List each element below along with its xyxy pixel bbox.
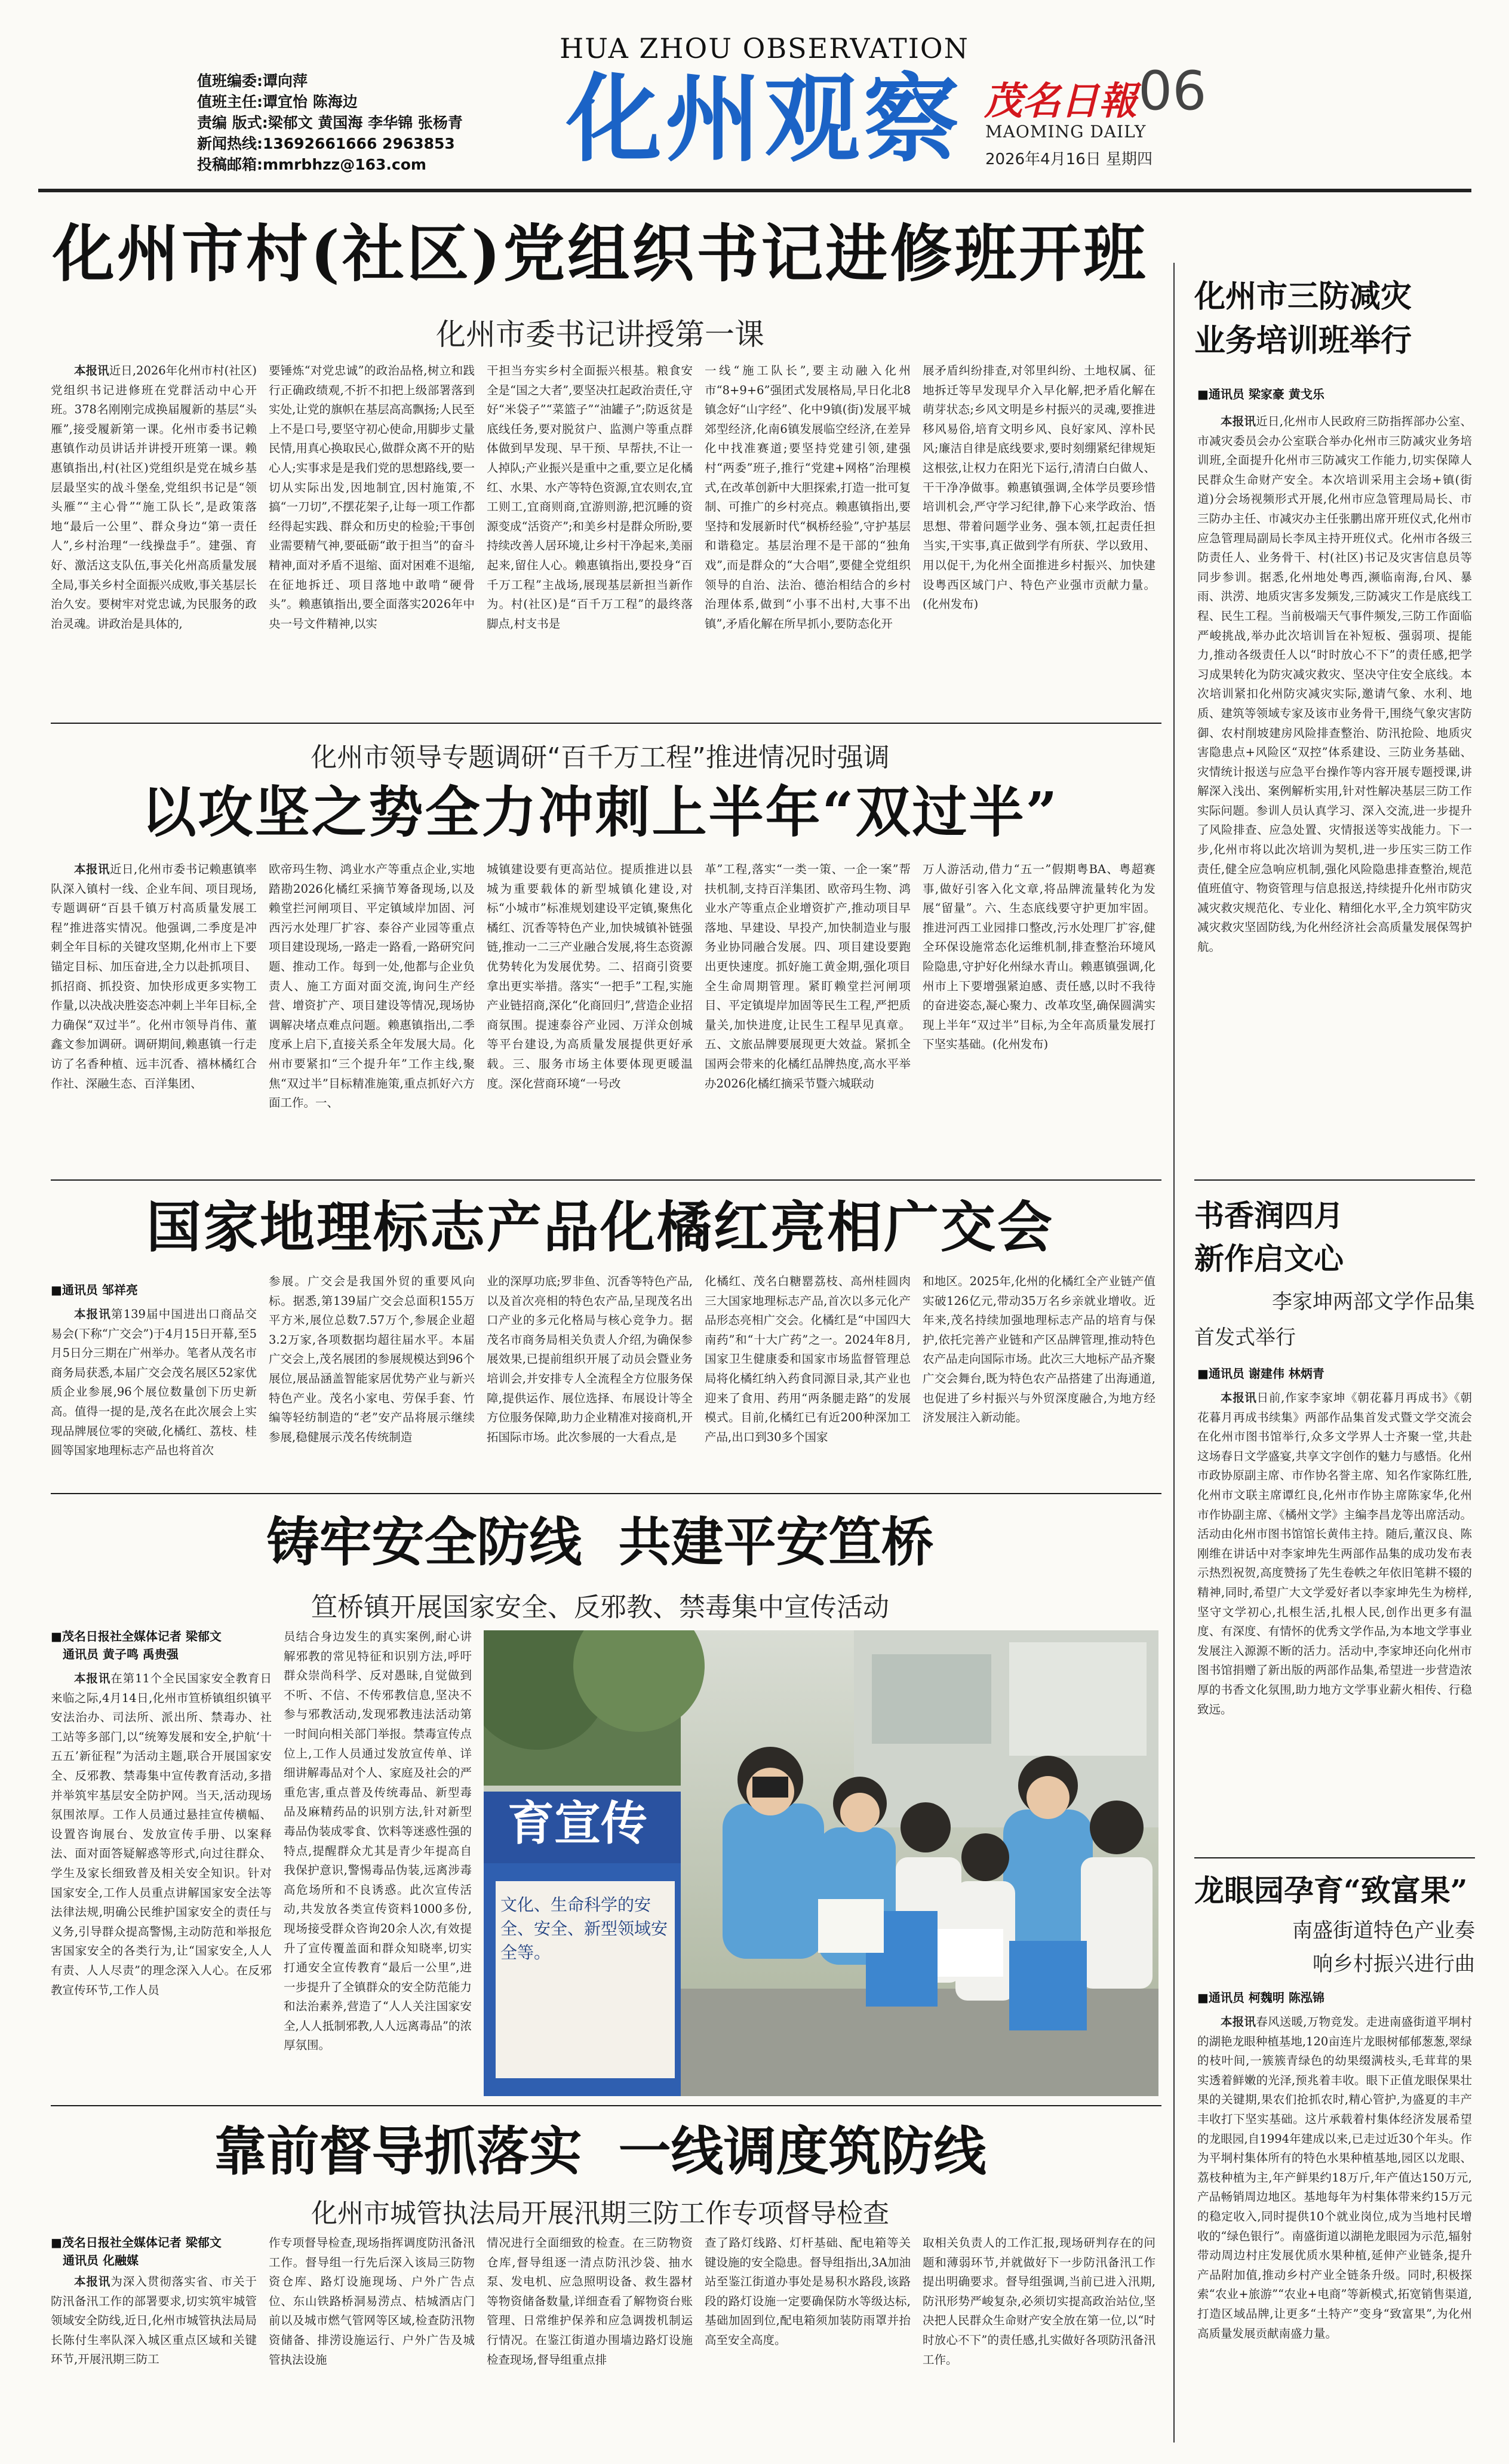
article3-text: 第139届中国进出口商品交易会(下称“广交会”)于4月15日开幕,至5月5日分三期在广州举办。笔者从茂名市商务局获悉,本届广交会茂名展区52家优质企业参展,96个展位数量创下历史新高。值得一提的是,茂名在此次展会上实现品牌展位零的突破,化橘红、荔枝、桂圆等国家地理标志产品也将首次 — [51, 1307, 257, 1458]
article3-title: 国家地理标志产品化橘红亮相广交会 — [146, 1195, 1054, 1259]
article5-col4 — [705, 2233, 911, 2445]
staff-list — [197, 70, 579, 175]
article5-col3 — [487, 2233, 693, 2445]
article2-col4 — [705, 860, 911, 1170]
photo-banner-text: 育宣传 — [508, 1797, 648, 1851]
article5-byline — [51, 2233, 257, 2269]
article2-kicker: 化州市领导专题调研“百千万工程”推进情况时强调 — [311, 742, 890, 773]
staff-line: 值班主任:谭宜怡 陈海边 — [197, 93, 358, 110]
article3-text: 业的深厚功底;罗非鱼、沉香等特色产品,以及首次亮相的特色农产品,呈现茂名出口产业的多元化格局与核心竞争力。据茂名市商务局相关负责人介绍,为确保参展效果,已提前组织开展了动员会暨业务培训会,并安排专人全流程全方位服务保障,提供运作、展位选择、布展设计等全方位服务保障,助力企业精准对接商机,开拓国际市场。此次参展的一大看点,是 — [487, 1274, 693, 1444]
article5-col2 — [269, 2233, 475, 2445]
article3-col5 — [923, 1272, 1155, 1484]
article2-col2 — [269, 860, 475, 1170]
side2-lead: 本报讯 — [1221, 1391, 1257, 1405]
article3-col2 — [269, 1272, 475, 1484]
page-number: 06 — [1138, 60, 1207, 122]
article1-text: 要锤炼“对党忠诚”的政治品格,树立和践行正确政绩观,不折不扣把上级部署落到实处,让党的旗帜在基层高高飘扬;人民至上不是口号,要坚守初心使命,用脚步丈量民情,用真心换取民心,做群众离不开的贴心人;实事求是是我们党的思想路线,要一切从实际出发,因地制宜,因村施策,不搞“一刀切”,不摆花架子,让每一项工作都经得起实践、群众和历史的检验;干事创业需要精气神,要砥砺“敢于担当”的奋斗精神,面对矛盾不退缩、面对困难不退缩,在征地拆迁、项目落地中敢啃“硬骨头”。赖惠镇指出,要全面落实2026年中央一号文件精神,以实 — [269, 364, 475, 631]
article2-text: 万人游活动,借力“五一”假期粤BA、粤超赛事,做好引客入化文章,将品牌流量转化为发展“留量”。六、生态底线要守护更加牢固。推进河西工业园排口整改,污水处理厂扩容,健全环保设施常态化运维机制,排查整治环境风险隐患,守护好化州绿水青山。赖惠镇强调,化州市上下要增强紧迫感、责任感,以时不我待的奋进姿态,凝心聚力、改革攻坚,确保圆满实现上半年“双过半”目标,为全年高质量发展打下坚实基础。(化州发布) — [923, 862, 1155, 1052]
article4-text: 员结合身边发生的真实案例,耐心讲解邪教的常见特征和识别方法,呼吁群众崇尚科学、反对愚昧,自觉做到不听、不信、不传邪教信息,坚决不参与邪教活动,发现邪教违法活动第一时间向相关部门举报。禁毒宣传点位上,工作人员通过发放宣传单、详细讲解毒品对个人、家庭及社会的严重危害,重点普及传统毒品、新型毒品及麻精药品的识别方法,针对新型毒品伪装成零食、饮料等迷惑性强的特点,提醒群众尤其是青少年提高自我保护意识,警惕毒品伪装,远离涉毒高危场所和不良诱惑。此次宣传活动,共发放各类宣传资料1000多份,现场接受群众咨询20余人次,有效提升了宣传覆盖面和群众知晓率,切实打通安全宣传教育“最后一公里”,进一步提升了全镇群众的安全防范能力和法治素养,营造了“人人关注国家安全,人人抵制邪教,人人远离毒品”的浓厚氛围。 — [284, 1630, 472, 2053]
article3-col1 — [51, 1305, 257, 1484]
side3-subtitle-line: 南盛街道特色产业奏 — [1292, 1919, 1475, 1943]
article5-text: 作专项督导检查,现场指挥调度防汛备汛工作。督导组一行先后深入该局三防物资仓库、路灯设施现场、户外广告点位、东山铁路桥洞易涝点、桔城酒店门前以及城市燃气管网等区域,检查防汛物资储备、排涝设施运行、户外广告及城管执法设施 — [269, 2236, 475, 2367]
side3-subtitle-line: 响乡村振兴进行曲 — [1313, 1952, 1475, 1976]
article1-col1 — [51, 361, 257, 711]
article2-title: 以攻坚之势全力冲刺上半年“双过半” — [141, 780, 1059, 844]
side3-body — [1197, 2013, 1472, 2445]
side3-byline: ■通讯员 柯魏明 陈泓锦 — [1197, 1990, 1324, 2005]
article5-byline-line: ■茂名日报社全媒体记者 梁郁文 — [51, 2235, 222, 2250]
article1-col3 — [487, 361, 693, 711]
article1-title: 化州市村(社区)党组织书记进修班开班 — [52, 217, 1148, 290]
article5-text: 为深入贯彻落实省、市关于防汛备汛工作的部署要求,切实筑牢城管领域安全防线,近日,化州市城管执法局局长陈付生率队深入城区重点区域和关键环节,开展汛期三防工 — [51, 2275, 257, 2367]
side2-text: 日前,作家李家坤《朝花暮月再成书》《朝花暮月再成书续集》两部作品集首发式暨文学交流会在化州市图书馆举行,众多文学界人士齐聚一堂,共赴这场春日文学盛宴,共享文字创作的魅力与感悟。化州市政协原副主席、市作协名誉主席、知名作家陈红胜,化州市文联主席谭红良,化州市作协主席陈家华,化州市作协副主席、《橘州文学》主编李昌龙等出席活动。活动由化州市图书馆馆长黄伟主持。随后,董汉良、陈刚维在讲话中对李家坤先生两部作品集的成功发布表示热烈祝贺,高度赞扬了先生卷帙之年依旧笔耕不辍的精神,同时,希望广大文学爱好者以李家坤先生为榜样,坚守文学初心,扎根生活,扎根人民,创作出更多有温度、有深度、有情怀的优秀文学作品,为本地文学事业发展注入源源不断的活力。活动中,李家坤还向化州市图书馆捐赠了新出版的两部作品集,希望进一步营造浓厚的书香文化氛围,助力地方文学事业薪火相传、行稳致远。 — [1197, 1391, 1472, 1716]
article2-text: 城镇建设要有更高站位。提质推进以县城为重要载体的新型城镇化建设,对标“小城市”标准规划建设平定镇,聚焦化橘红、沉香等特色产业,加快城镇补链强链,推动一二三产业融合发展,将生态资源优势转化为发展优势。二、招商引资要拿出更实举措。落实“一把手”工程,实施产业链招商,深化“化商回归”,营造企业招商氛围。提速泰谷产业园、万洋众创城等平台建设,为高质量发展提供更好承载。三、服务市场主体要体现更暖温度。深化营商环境“一号改 — [487, 862, 693, 1090]
article5-col5 — [923, 2233, 1155, 2445]
side2-title-line: 新作启文心 — [1194, 1241, 1344, 1276]
article3-lead: 本报讯 — [74, 1307, 112, 1321]
article4-col2 — [284, 1627, 472, 2096]
article3-col3 — [487, 1272, 693, 1484]
side1-lead: 本报讯 — [1221, 414, 1256, 428]
staff-line: 投稿邮箱:mmrbhzz@163.com — [197, 156, 426, 173]
article-divider — [51, 723, 1161, 724]
article4-title: 铸牢安全防线 共建平安笪桥 — [266, 1511, 934, 1573]
side1-title-line: 业务培训班举行 — [1194, 322, 1412, 359]
issue-date: 2026年4月16日 星期四 — [985, 150, 1153, 168]
side3-text: 春风送暖,万物竞发。走进南盛街道平垌村的湖艳龙眼种植基地,120亩连片龙眼树郁郁葱葱,翠绿的枝叶间,一簇簇青绿色的幼果缀满枝头,毛茸茸的果实透着鲜嫩的光泽,预兆着丰收。眼下正值龙眼保果壮果的关键期,果农们抢抓农时,精心管护,为盛夏的丰产丰收打下坚实基础。这片承载着村集体经济发展希望的龙眼园,自1994年建成以来,已走过近30个年头。作为平垌村集体所有的特色水果种植基地,园区以龙眼、荔枝种植为主,年产鲜果约18万斤,年产值达150万元,产品畅销周边地区。基地每年为村集体带来约15万元的稳定收入,同时提供10个就业岗位,成为当地村民增收的“绿色银行”。南盛街道以湖艳龙眼园为示范,辐射带动周边村庄发展优质水果种植,延伸产业链条,提升产品附加值,推动乡村产业全链条升级。同时,积极探索“农业+旅游”“农业+电商”等新模式,拓宽销售渠道,打造区域品牌,让更多“土特产”变身“致富果”,为化州高质量发展贡献南盛力量。 — [1197, 2015, 1472, 2340]
side3-title: 龙眼园孕育“致富果” — [1194, 1873, 1468, 1908]
article2-text: 革”工程,落实“一类一策、一企一案”帮扶机制,支持百洋集团、欧帝玛生物、鸿业水产等重点企业增资扩产,推动项目早落地、早建设、早投产,加快制造业与服务业协同融合发展。四、项目建设要跑出更快速度。抓好施工黄金期,强化项目全生命周期管理。紧盯赖堂拦河闸项目、平定镇堤岸加固等民生工程,严把质量关,加快进度,让民生工程早见真章。五、文旅品牌要展现更大效益。紧抓全国两会带来的化橘红品牌热度,高水平举办2026化橘红摘采节暨六城联动 — [705, 862, 911, 1090]
article3-col4 — [705, 1272, 911, 1484]
article-divider — [51, 1179, 1161, 1181]
article2-text: 近日,化州市委书记赖惠镇率队深入镇村一线、企业车间、项目现场,专题调研“百县千镇万村高质量发展工程”推进落实情况。他强调,二季度是冲刺全年目标的关键攻坚期,化州市上下要锚定目标、加压奋进,全力以赴抓项目、抓招商、抓投资、加快形成更多实物工作量,以决战决胜姿态冲刺上半年目标,全力确保“双过半”。化州市领导肖伟、董鑫文参加调研。调研期间,赖惠镇一行走访了名香种植、远丰沉香、禧林橘红合作社、深融生态、百洋集团、 — [51, 862, 257, 1090]
article3-text: 和地区。2025年,化州的化橘红全产业链产值实破126亿元,带动35万名乡亲就业增收。近年来,茂名持续加强地理标志产品的培育与保护,依托完善产业链和产区品牌管理,推动特色农产品走向国际市场。此次三大地标产品齐聚广交会舞台,既为特色农产品搭建了出海通道,也促进了乡村振兴与外贸深度融合,为地方经济发展注入新动能。 — [923, 1274, 1155, 1425]
staff-line: 责编 版式:梁郁文 黄国海 李华锦 张杨青 — [197, 114, 463, 131]
photo-illustration — [484, 1630, 1158, 2096]
masthead — [0, 0, 1509, 190]
side2-title-line: 书香润四月 — [1194, 1198, 1344, 1233]
article1-text: 近日,2026年化州市村(社区)党组织书记进修班在党群活动中心开班。378名刚刚完成换届履新的基层“头雁”,接受履新第一课。化州市委书记赖惠镇作动员讲话并讲授开班第一课。赖惠镇指出,村(社区)党组织是党在城乡基层最坚实的战斗堡垒,党组织书记是“领头雁”“主心骨”“施工队长”,是政策落地“最后一公里”、群众身边“第一责任人”,乡村治理“一线操盘手”。建强、育好、激活这支队伍,事关化州高质量发展全局,事关乡村全面振兴成败,事关基层长治久安。要树牢对党忠诚,为民服务的政治灵魂。讲政治是具体的, — [51, 364, 257, 631]
article1-text: 展矛盾纠纷排查,对邻里纠纷、土地权属、征地拆迁等早发现早介入早化解,把矛盾化解在萌芽状态;乡风文明是乡村振兴的灵魂,要推进移风易俗,培育文明乡风、良好家风、淳朴民风;廉洁自律是底线要求,要时刻绷紧纪律规矩这根弦,让权力在阳光下运行,清清白白做人、干干净净做事。赖惠镇强调,全体学员要珍惜培训机会,严守学习纪律,静下心来学政治、悟思想、带着问题学业务、强本领,扛起责任担当实,干实事,真正做到学有所获、学以致用、用以促干,为化州全面推进乡村振兴、加快建设粤西区域门户、特色产业强市贡献力量。(化州发布) — [923, 364, 1155, 612]
article5-text: 取相关负责人的工作汇报,现场研判存在的问题和薄弱环节,并就做好下一步防汛备汛工作提出明确要求。督导组强调,当前已进入汛期,防汛形势严峻复杂,必须切实提高政治站位,坚决把人民群众生命财产安全放在第一位,以“时时放心不下”的责任感,扎实做好各项防汛备汛工作。 — [923, 2236, 1155, 2367]
side2-title — [1194, 1194, 1475, 1280]
article4-photo — [484, 1630, 1158, 2096]
article5-title: 靠前督导抓落实 一线调度筑防线 — [214, 2120, 986, 2182]
side1-byline: ■通讯员 梁家豪 黄戈乐 — [1197, 387, 1324, 401]
side1-body — [1197, 412, 1472, 1170]
article4-byline-line: ■茂名日报社全媒体记者 梁郁文 — [51, 1629, 222, 1643]
article2-lead: 本报讯 — [74, 862, 110, 876]
article4-text: 在第11个全民国家安全教育日来临之际,4月14日,化州市笪桥镇组织镇平安法治办、司法所、派出所、禁毒办、社工站等多部门,以“统筹发展和安全,护航‘十五五’新征程”为活动主题,联合开展国家安全、反邪教、禁毒集中宣传教育活动,多措并举筑牢基层安全防护网。当天,活动现场氛围浓厚。工作人员通过悬挂宣传横幅、设置咨询展台、发放宣传手册、以案释法、面对面答疑解惑等形式,向过往群众、学生及家长细致普及相关安全知识。针对国家安全,工作人员重点讲解国家安全法等法律法规,明确公民维护国家安全的责任与义务,引导群众提高警惕,主动防范和举报危害国家安全的各类行为,让“国家安全,人人有责、人人尽责”的理念深入人心。在反邪教宣传环节,工作人员 — [51, 1672, 272, 1997]
article1-subtitle: 化州市委书记讲授第一课 — [436, 317, 764, 352]
side2-body — [1197, 1388, 1472, 1848]
article5-byline-line: 通讯员 化融媒 — [63, 2253, 139, 2268]
paper-logo: 茂名日報 — [984, 79, 1137, 124]
article1-col5 — [923, 361, 1155, 711]
article-divider — [51, 1493, 1161, 1494]
article2-col1 — [51, 860, 257, 1170]
article1-col4 — [705, 361, 911, 711]
article5-lead: 本报讯 — [74, 2275, 111, 2288]
side1-text: 近日,化州市人民政府三防指挥部办公室、市减灾委员会办公室联合举办化州市三防减灾业务培训班,全面提升化州市三防减灾工作能力,切实保障人民群众生命财产安全。本次培训采用主会场+镇(街道)分会场视频形式开展,化州市应急管理局局长、市三防办主任、市减灾办主任张鹏出席开班仪式,化州市应急管理局副局长李凤主持开班仪式。化州市各级三防责任人、业务骨干、村(社区)书记及灾害信息员等同步参训。据悉,化州地处粤西,濒临南海,台风、暴雨、洪涝、地质灾害多发频发,三防减灾工作是底线工程、民生工程。当前极端天气事件频发,三防工作面临严峻挑战,举办此次培训旨在补短板、强弱项、提能力,推动各级责任人以“时时放心不下”的责任感,把学习成果转化为防灾减灾救灾、坚决守住安全底线。本次培训紧扣化州防灾减灾实际,邀请气象、水利、地质、建筑等领域专家及该市业务骨干,围绕气象灾害防御、农村削坡建房风险排查整治、防汛抢险、地质灾害隐患点+风险区“双控”体系建设、三防业务基础、灾情统计报送与应急平台操作等内容开展专题授课,讲解深入浅出、案例解析实用,针对性解决基层三防工作实际问题。参训人员认真学习、深入交流,进一步提升了风险排查、应急处置、灾情报送等实战能力。下一步,化州市将以此次培训为契机,进一步压实三防工作责任,健全应急响应机制,强化风险隐患排查整治,规范值班值守、物资管理与信息报送,持续提升化州市防灾减灾救灾规范化、专业化、精细化水平,全力筑牢防灾减灾救灾坚固防线,为化州经济社会高质量发展保驾护航。 — [1197, 414, 1472, 954]
side2-byline: ■通讯员 谢建伟 林炳青 — [1197, 1366, 1324, 1381]
article1-text: 一线“施工队长”,要主动融入化州市“8+9+6”强团式发展格局,早日化北8镇念好“山字经”、化中9镇(街)发展平城郊型经济,化南6镇发展临空经济,在差异化中找准赛道;要坚持党建引领,建强村“两委”班子,推行“党建+网格”治理模式,在改革创新中大胆探索,打造一批可复制、可推广的乡村亮点。赖惠镇指出,要坚持和发展新时代“枫桥经验”,守护基层和谐稳定。基层治理不是干部的“独角戏”,而是群众的“大合唱”,要健全党组织领导的自治、法治、德治相结合的乡村治理体系,做到“小事不出村,大事不出镇”,矛盾化解在所早抓小,要防态化开 — [705, 364, 911, 631]
side3-subtitle — [1194, 1914, 1475, 1981]
side1-title-line: 化州市三防减灾 — [1194, 278, 1412, 315]
article5-text: 查了路灯线路、灯杆基础、配电箱等关键设施的安全隐患。督导组指出,3A加油站至鉴江街道办事处是易积水路段,该路段的路灯设施一定要确保防水等级达标,基础加固到位,配电箱须加装防雨罩并抬高至安全高度。 — [705, 2236, 911, 2347]
article5-subtitle: 化州市城管执法局开展汛期三防工作专项督导检查 — [311, 2198, 889, 2229]
section-cn-title: 化州观察 — [566, 63, 963, 175]
side2-subtitle — [1194, 1284, 1475, 1356]
article3-text: 化橘红、茂名白糖罂荔枝、高州桂圆肉三大国家地理标志产品,首次以多元化产品形态亮相广交会。化橘红是“中国四大南药”和“十大广药”之一。2024年8月,国家卫生健康委和国家市场监督管理总局将化橘红纳入药食同源目录,其产业也迎来了食用、药用“两条腿走路”的发展模式。目前,化橘红已有近200种深加工产品,出口到30多个国家 — [705, 1274, 911, 1444]
column-divider — [1173, 263, 1175, 2443]
article1-col2 — [269, 361, 475, 711]
side2-subtitle-line: 李家坤两部文学作品集 — [1272, 1290, 1475, 1314]
section-en-title: HUA ZHOU OBSERVATION — [560, 32, 969, 64]
article4-subtitle: 笪桥镇开展国家安全、反邪教、禁毒集中宣传活动 — [311, 1592, 889, 1623]
article2-col5 — [923, 860, 1155, 1170]
side-divider — [1194, 1857, 1475, 1858]
photo-board-text: 文化、生命科学的安全、安全、新型领域安全等。 — [500, 1895, 668, 1962]
side2-subtitle-line: 首发式举行 — [1194, 1326, 1296, 1350]
article3-byline: ■通讯员 邹祥亮 — [51, 1283, 138, 1297]
side3-lead: 本报讯 — [1221, 2015, 1256, 2029]
article1-lead: 本报讯 — [74, 364, 109, 377]
article-divider — [51, 2105, 1161, 2106]
article2-text: 欧帝玛生物、鸿业水产等重点企业,实地踏勘2026化橘红采摘节筹备现场,以及赖堂拦河闸项目、平定镇域岸加固、河西污水处理厂扩容、泰谷产业园等重点项目建设现场,一路走一路看,一路研究问题、推动工作。每到一处,他都与企业负责人、施工方面对面交流,询问生产经营、增资扩产、项目建设等情况,现场协调解决堵点难点问题。赖惠镇指出,二季度承上启下,直接关系全年发展大局。化州市要紧扣“三个提升年”工作主线,聚焦“双过半”目标精准施策,重点抓好六方面工作。一、 — [269, 862, 475, 1110]
article3-text: 参展。广交会是我国外贸的重要风向标。据悉,第139届广交会总面积155万平方米,展位总数7.57万个,参展企业超3.2万家,各项数据均超往届水平。本届广交会上,茂名展团的参展规模达到96个展位,展品涵盖智能家居优势产业与新兴特色产业。茂名小家电、劳保手套、竹编等轻纺制造的“老”安产品将展示继续参展,稳健展示茂名传统制造 — [269, 1274, 475, 1444]
article5-col1 — [51, 2272, 257, 2445]
masthead-rule — [38, 189, 1471, 192]
article4-col1 — [51, 1669, 272, 2096]
article5-text: 情况进行全面细致的检查。在三防物资仓库,督导组逐一清点防汛沙袋、抽水泵、发电机、应急照明设备、救生器材等物资储备数量,详细查看了解物资台账管理、日常维护保养和应急调拨机制运行情况。在鉴江街道办围墙边路灯设施检查现场,督导组重点排 — [487, 2236, 693, 2367]
article4-byline — [51, 1627, 272, 1663]
paper-en-name: MAOMING DAILY — [985, 122, 1147, 142]
staff-line: 值班编委:谭向萍 — [197, 72, 308, 90]
article4-byline-line: 通讯员 黄子鸣 禹贵强 — [63, 1647, 179, 1661]
side-divider — [1194, 1179, 1475, 1181]
staff-line: 新闻热线:13692661666 2963853 — [197, 135, 455, 152]
article4-lead: 本报讯 — [74, 1672, 111, 1685]
side1-title — [1194, 275, 1475, 363]
article1-text: 干担当夯实乡村全面振兴根基。粮食安全是“国之大者”,要坚决扛起政治责任,守好“米袋子”“菜篮子”“油罐子”;防返贫是底线任务,要对脱贫户、监测户等重点群体做到早发现、早干预、早帮扶,不让一人掉队;产业振兴是重中之重,要立足化橘红、水果、水产等特色资源,宜农则农,宜工则工,宜商则商,宜游则游,把沉睡的资源变成“活资产”;和美乡村是群众所盼,要持续改善人居环境,让乡村干净起来,美丽起来,留住人心。赖惠镇指出,要投身“百千万工程”主战场,展现基层新担当新作为。村(社区)是“百千万工程”的最终落脚点,村支书是 — [487, 364, 693, 631]
article2-col3 — [487, 860, 693, 1170]
